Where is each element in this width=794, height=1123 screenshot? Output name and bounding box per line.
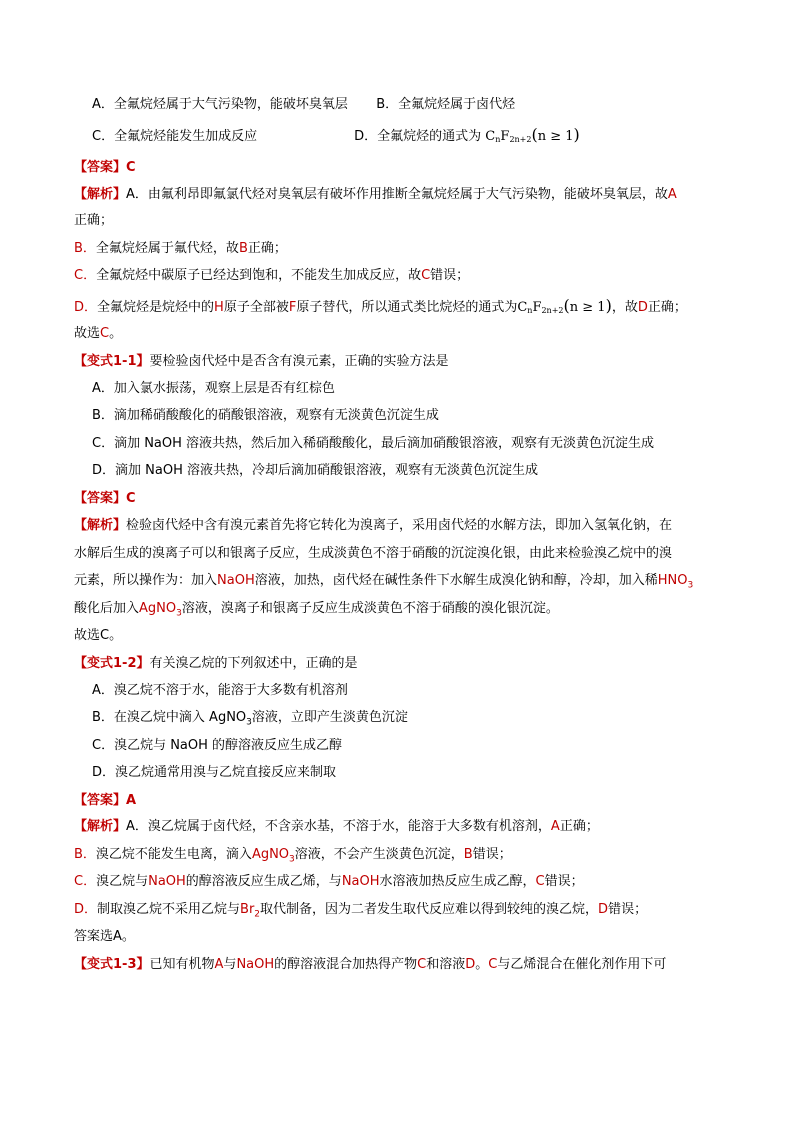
v12-option-c: C．溴乙烷与 NaOH 的醇溶液反应生成乙醇: [92, 738, 343, 753]
v12-tag: 【变式1-2】: [74, 656, 150, 671]
q1-analysis-line-d: D．全氟烷烃是烷烃中的H原子全部被F原子替代，所以通式类比烷烃的通式为$C_nF_{2n+2}(n \ge 1)$，故D正确；: [74, 296, 687, 315]
v12-conclusion: 答案选A。: [74, 929, 135, 944]
v11-option-d: D．滴加 NaOH 溶液共热，冷却后滴加硝酸银溶液，观察有无淡黄色沉淀生成: [92, 463, 538, 478]
v12-stem: 【变式1-2】有关溴乙烷的下列叙述中，正确的是: [74, 656, 358, 671]
v11-option-a: A．加入氯水振荡，观察上层是否有红棕色: [92, 381, 335, 396]
v13-tag: 【变式1-3】: [74, 957, 150, 972]
v11-analysis-line-2: 水解后生成的溴离子可以和银离子反应，生成淡黄色不溶于硝酸的沉淀溴化银，由此来检验溴乙烷中的溴: [74, 546, 673, 561]
v12-option-a: A．溴乙烷不溶于水，能溶于大多数有机溶剂: [92, 683, 348, 698]
q1-analysis-line-1: 【解析】A．由氟利昂即氟氯代烃对臭氧层有破坏作用推断全氟烷烃属于大气污染物，能破坏臭氧层，故A: [74, 187, 677, 202]
v12-analysis-line-b: B．溴乙烷不能发生电离，滴入AgNO$_3$溶液，不会产生淡黄色沉淀，B错误；: [74, 847, 512, 865]
q1-analysis-formula: $C_nF_{2n+2}(n \ge 1)$: [517, 296, 612, 315]
v12-option-d: D．溴乙烷通常用溴与乙烷直接反应来制取: [92, 765, 337, 780]
v11-option-b: B．滴加稀硝酸酸化的硝酸银溶液，观察有无淡黄色沉淀生成: [92, 408, 439, 423]
v11-option-c: C．滴加 NaOH 溶液共热，然后加入稀硝酸酸化，最后滴加硝酸银溶液，观察有无淡黄色沉淀生成: [92, 436, 655, 451]
v11-analysis-line-3: 元素，所以操作为：加入NaOH溶液，加热，卤代烃在碱性条件下水解生成溴化钠和醇，冷却，加入稀$HNO_3$: [74, 573, 694, 591]
v12-analysis-line-c: C．溴乙烷与NaOH的醇溶液反应生成乙烯，与NaOH水溶液加热反应生成乙醇，C错误；: [74, 874, 584, 889]
q1-analysis-line-2: 正确；: [74, 213, 114, 228]
v11-answer-line: 【答案】C: [74, 491, 136, 506]
q1-answer-line: [74, 158, 734, 178]
q1-analysis-line-b: B．全氟烷烃属于氟代烃，故B正确；: [74, 241, 287, 256]
v12-analysis-line-a: 【解析】A．溴乙烷属于卤代烃，不含亲水基，不溶于水，能溶于大多数有机溶剂，A正确；: [74, 819, 599, 834]
v11-conclusion: 故选C。: [74, 628, 123, 643]
q1-option-d-formula: $C_nF_{2n+2}(n \ge 1)$: [485, 125, 580, 144]
answer-tag: 【答案】: [74, 160, 127, 175]
v11-analysis-line-4: 酸化后加入AgNO$_3$溶液，溴离子和银离子反应生成淡黄色不溶于硝酸的溴化银沉淀。: [74, 601, 559, 619]
v12-answer: A: [126, 793, 137, 808]
q1-options-row-2: [92, 125, 752, 150]
analysis-tag: 【解析】: [74, 187, 127, 202]
v12-option-b: B．在溴乙烷中滴入 AgNO$_3$溶液，立即产生淡黄色沉淀: [92, 710, 408, 728]
v11-analysis-line-1: 【解析】检验卤代烃中含有溴元素首先将它转化为溴离子，采用卤代烃的水解方法，即加入氢氧化钠，在: [74, 518, 673, 533]
q1-option-d: D．全氟烷烃的通式为: [354, 129, 482, 144]
q1-conclusion: 故选C。: [74, 326, 123, 341]
q1-option-a: A．全氟烷烃属于大气污染物，能破坏臭氧层: [92, 97, 348, 112]
q1-option-c: C．全氟烷烃能发生加成反应: [92, 129, 258, 144]
q1-options-row-1: [92, 95, 752, 115]
v11-stem: 【变式1-1】要检验卤代烃中是否含有溴元素，正确的实验方法是: [74, 354, 449, 369]
q1-analysis-line-c: C．全氟烷烃中碳原子已经达到饱和，不能发生加成反应，故C错误；: [74, 268, 470, 283]
v11-answer: C: [126, 491, 136, 506]
v12-answer-line: 【答案】A: [74, 793, 137, 808]
q1-answer: C: [126, 160, 136, 175]
q1-option-b: B．全氟烷烃属于卤代烃: [376, 97, 516, 112]
v13-stem: 【变式1-3】已知有机物A与NaOH的醇溶液混合加热得产物C和溶液D。C与乙烯混合在催化剂作用下可: [74, 957, 667, 972]
v12-analysis-line-d: D．制取溴乙烷不采用乙烷与$Br_2$取代制备，因为二者发生取代反应难以得到较纯的溴乙烷，D错误；: [74, 902, 648, 920]
v11-tag: 【变式1-1】: [74, 354, 150, 369]
